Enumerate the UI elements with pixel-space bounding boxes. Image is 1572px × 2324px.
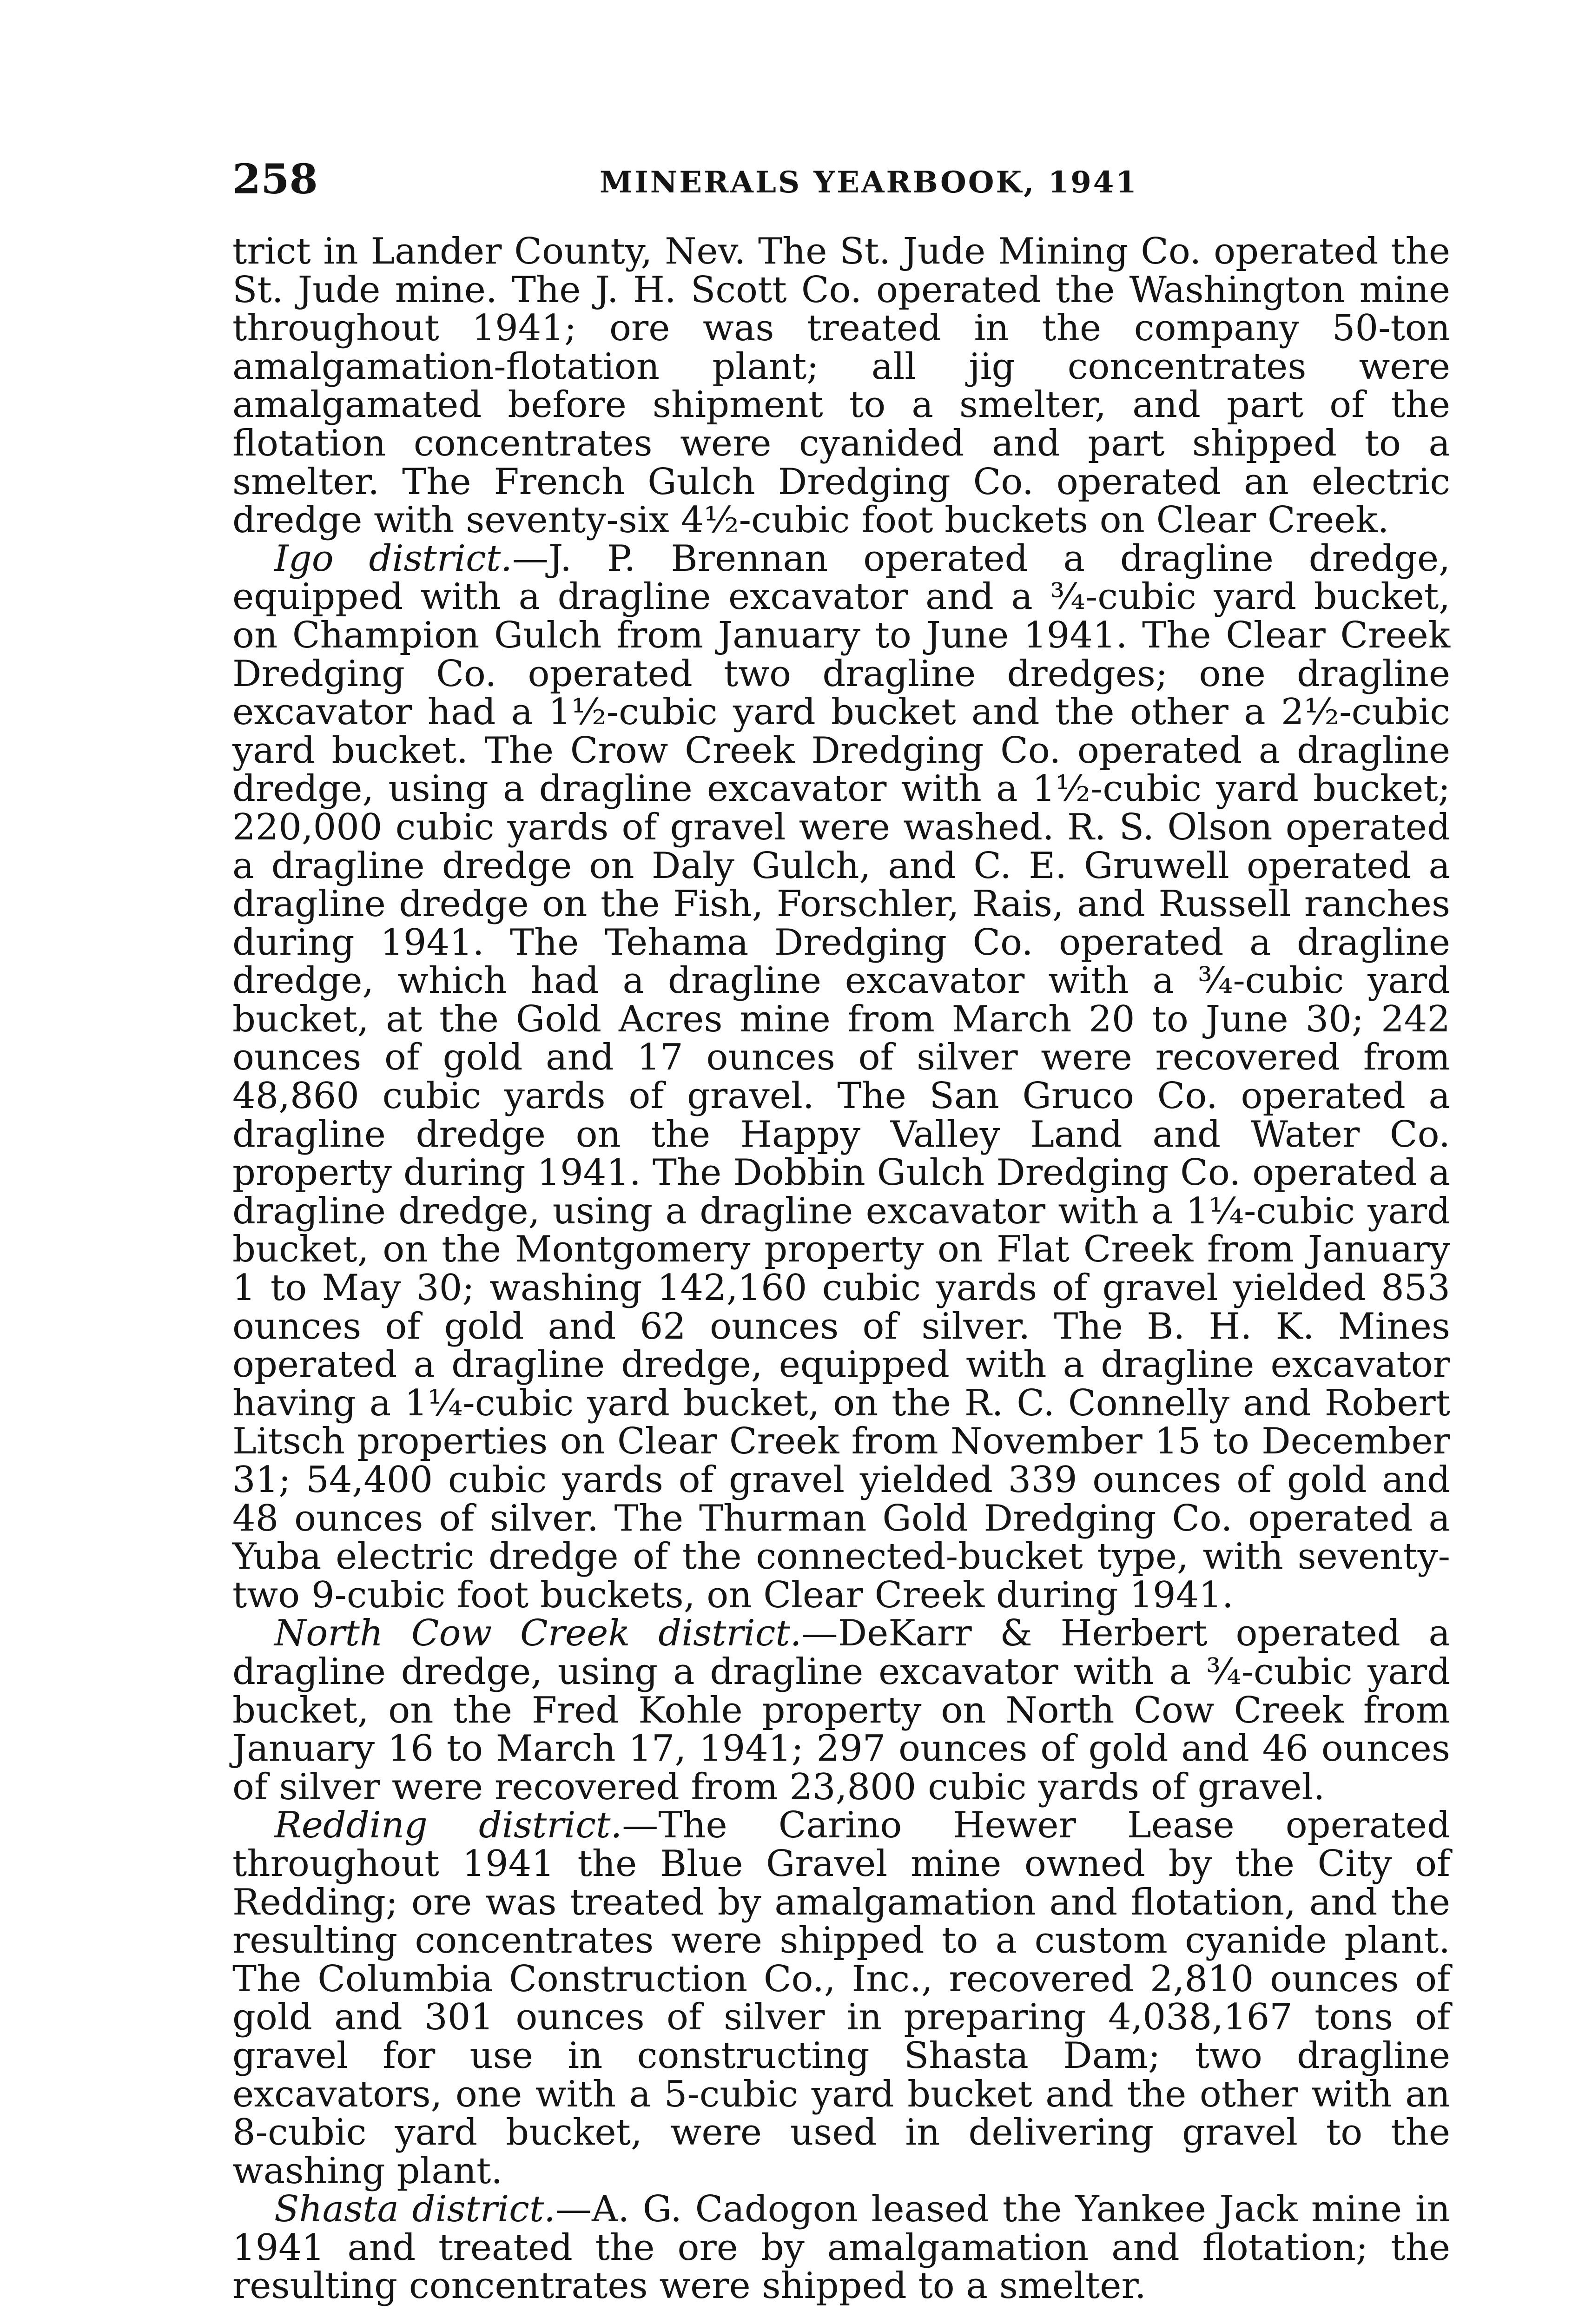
paragraph-text: trict in Lander County, Nev. The St. Jude Mining Co. operated the St. Jude mine. The J. H. Scott Co. operated the Washington mine throughout 1941; ore was treated in the company 50-ton amalgamation-flotation plant; all jig concentrates were amalgamated before shipment to a smelter, and part of the flotation concentrates were cyanided and part shipped to a smelter. The French Gulch Dredging Co. operated an electric dredge with seventy-six 4½-cubic foot buckets on Clear Creek.	[232, 231, 1450, 541]
paragraph-continued	[232, 232, 1450, 540]
paragraph-text: —The Carino Hewer Lease operated throughout 1941 the Blue Gravel mine owned by the City of Redding; ore was treated by amalgamation and flotation, and the resulting concentrates were shipped to a custom cyanide plant. The Columbia Construction Co., Inc., recovered 2,810 ounces of gold and 301 ounces of silver in preparing 4,038,167 tons of gravel for use in constructing Shasta Dam; two dragline excavators, one with a 5-cubic yard bucket and the other with an 8-cubic yard bucket, were used in delivering gravel to the washing plant.	[232, 1804, 1450, 2192]
paragraph-text: —DeKarr & Herbert operated a dragline dredge, using a dragline excavator with a ¾-cubic yard bucket, on the Fred Kohle property on North Cow Creek from January 16 to March 17, 1941; 297 ounces of gold and 46 ounces of silver were recovered from 23,800 cubic yards of gravel.	[232, 1612, 1450, 1808]
page-number: 258	[232, 155, 318, 203]
paragraph-north-cow-creek-district	[232, 1614, 1450, 1806]
paragraph-text: —A. G. Cadogon leased the Yankee Jack mine in 1941 and treated the ore by amalgamation and flotation; the resulting concentrates were shipped to a smelter.	[232, 2188, 1451, 2307]
paragraph-igo-district	[232, 537, 1451, 1616]
running-title: MINERALS YEARBOOK, 1941	[600, 165, 1138, 200]
paragraph-shasta-district	[232, 2190, 1450, 2305]
paragraph-redding-district	[232, 1806, 1450, 2190]
district-heading: Igo district.	[274, 537, 512, 580]
district-heading: Redding district.	[274, 1804, 622, 1847]
district-heading: Shasta district.	[274, 2188, 555, 2231]
page-header	[232, 153, 1441, 205]
paragraph-text: —J. P. Brennan operated a dragline dredge, equipped with a dragline excavator and a ¾-cubic yard bucket, on Champion Gulch from January to June 1941. The Clear Creek Dredging Co. operated two dragline dredges; one dragline excavator had a 1½-cubic yard bucket and the other a 2½-cubic yard bucket. The Crow Creek Dredging Co. operated a dragline dredge, using a dragline excavator with a 1½-cubic yard bucket; 220,000 cubic yards of gravel were washed. R. S. Olson operated a dragline dredge on Daly Gulch, and C. E. Gruwell operated a dragline dredge on the Fish, Forschler, Rais, and Russell ranches during 1941. The Tehama Dredging Co. operated a dragline dredge, which had a dragline excavator with a ¾-cubic yard bucket, at the Gold Acres mine from March 20 to June 30; 242 ounces of gold and 17 ounces of silver were recovered from 48,860 cubic yards of gravel. The San Gruco Co. operated a dragline dredge on the Happy Valley Land and Water Co. property during 1941. The Dobbin Gulch Dredging Co. operated a dragline dredge, using a dragline excavator with a 1¼-cubic yard bucket, on the Montgomery property on Flat Creek from January 1 to May 30; washing 142,160 cubic yards of gravel yielded 853 ounces of gold and 62 ounces of silver. The B. H. K. Mines operated a dragline dredge, equipped with a dragline excavator having a 1¼-cubic yard bucket, on the R. C. Connelly and Robert Litsch properties on Clear Creek from November 15 to December 31; 54,400 cubic yards of gravel yielded 339 ounces of gold and 48 ounces of silver. The Thurman Gold Dredging Co. operated a Yuba electric dredge of the connected-bucket type, with seventy-two 9-cubic foot buckets, on Clear Creek during 1941.	[232, 537, 1451, 1616]
body-text	[232, 232, 1450, 2305]
district-heading: North Cow Creek district.	[274, 1612, 802, 1655]
